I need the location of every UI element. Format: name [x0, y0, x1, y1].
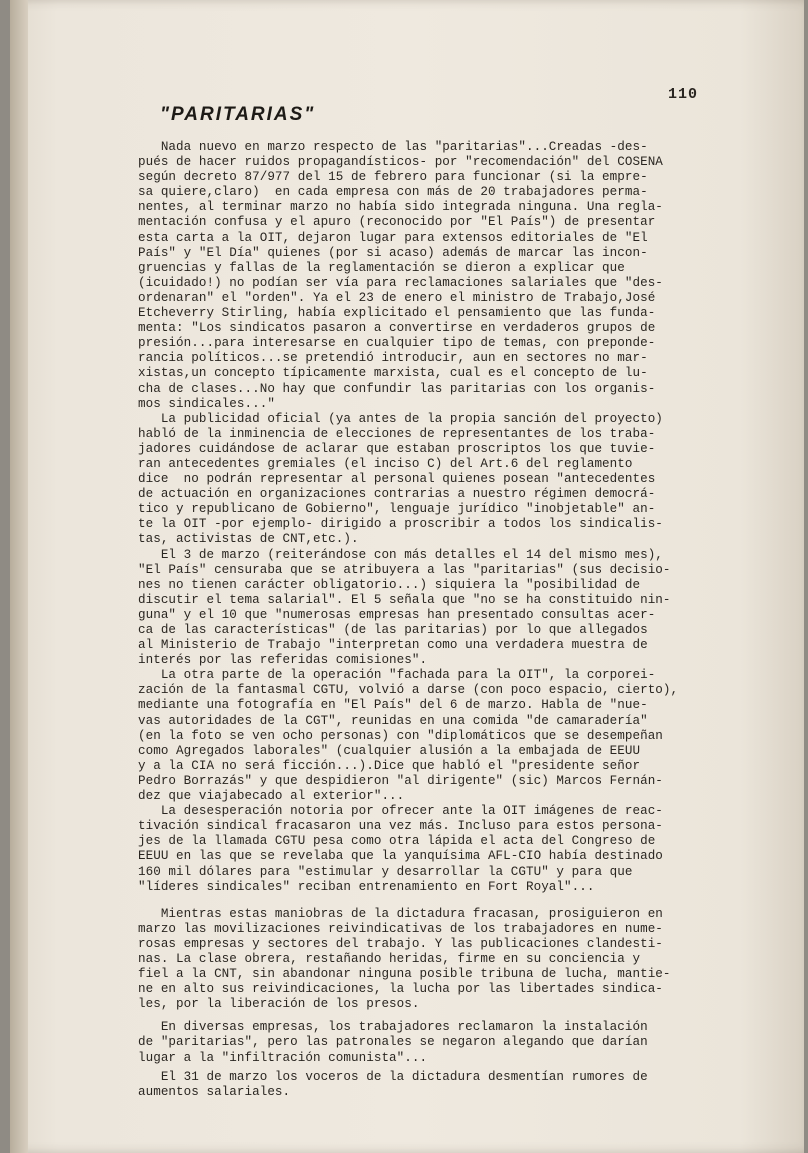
paragraph-gap — [138, 1012, 778, 1020]
page-title: "PARITARIAS" — [160, 104, 316, 125]
text-line: dez que viajabecado al exterior"... — [138, 789, 405, 804]
text-line: interés por las referidas comisiones". — [138, 653, 428, 668]
text-line: rosas empresas y sectores del trabajo. Y las publicaciones clandesti- — [138, 936, 663, 951]
text-line: La otra parte de la operación "fachada para la OIT", la corporei- — [138, 668, 656, 683]
text-line: "líderes sindicales" reciban entrenamiento en Fort Royal"... — [138, 879, 595, 894]
text-line: y a la CIA no será ficción...).Dice que habló el "presidente señor — [138, 758, 641, 773]
text-line: La desesperación notoria por ofrecer ante la OIT imágenes de reac- — [138, 804, 663, 819]
text-line: Mientras estas maniobras de la dictadura fracasan, prosiguieron en — [138, 906, 663, 921]
text-line: discutir el tema salarial". El 5 señala que "no se ha constituido nin- — [138, 592, 671, 607]
text-line: como Agregados laborales" (cualquier alusión a la embajada de EEUU — [138, 743, 641, 758]
page-spine-shadow — [10, 0, 28, 1153]
text-line: fiel a la CNT, sin abandonar ninguna posible tribuna de lucha, mantie- — [138, 967, 671, 982]
text-line: mediante una fotografía en "El País" del 6 de marzo. Habla de "nue- — [138, 698, 648, 713]
text-line: guna" y el 10 que "numerosas empresas han presentado consultas acer- — [138, 607, 656, 622]
text-line: jadores cuidándose de aclarar que estaban proscriptos los que tuvie- — [138, 441, 656, 456]
text-line: les, por la liberación de los presos. — [138, 997, 420, 1012]
text-line: de "paritarias", pero las patronales se negaron alegando que darían — [138, 1035, 648, 1050]
text-line: En diversas empresas, los trabajadores reclamaron la instalación — [138, 1020, 648, 1035]
paragraph — [138, 907, 778, 1013]
text-line: nas. La clase obrera, restañando heridas, firme en su conciencia y — [138, 951, 641, 966]
text-line: (icuidado!) no podían ser vía para reclamaciones salariales que "des- — [138, 275, 663, 290]
text-line: (en la foto se ven ocho personas) con "diplomáticos que se desempeñan — [138, 728, 663, 743]
page-number: 110 — [668, 86, 699, 103]
text-line: La publicidad oficial (ya antes de la propia sanción del proyecto) — [138, 411, 663, 426]
text-line: según decreto 87/977 del 15 de febrero para funcionar (si la empre- — [138, 170, 648, 185]
text-line: ran antecedentes gremiales (el inciso C) del Art.6 del reglamento — [138, 456, 633, 471]
text-line: lugar a la "infiltración comunista"... — [138, 1050, 428, 1065]
text-line: habló de la inminencia de elecciones de representantes de los traba- — [138, 426, 656, 441]
paragraph — [138, 1020, 778, 1065]
document-page — [10, 0, 804, 1153]
body-text — [138, 140, 778, 1100]
text-line: mentación confusa y el apuro (reconocido por "El País") de presentar — [138, 215, 656, 230]
text-line: 160 mil dólares para "estimular y desarrollar la CGTU" y para que — [138, 864, 633, 879]
paragraph — [138, 804, 778, 895]
text-line: País" y "El Día" quienes (por si acaso) además de marcar las incon- — [138, 245, 648, 260]
paragraph — [138, 1070, 778, 1100]
text-line: nes no tienen carácter obligatorio...) siquiera la "posibilidad de — [138, 577, 641, 592]
text-line: cha de clases...No hay que confundir las paritarias con los organis- — [138, 381, 656, 396]
text-line: te la OIT -por ejemplo- dirigido a proscribir a todos los sindicalis- — [138, 517, 663, 532]
text-line: de actuación en organizaciones contrarias a nuestro régimen democrá- — [138, 487, 656, 502]
text-line: nentes, al terminar marzo no había sido integrada ninguna. Una regla- — [138, 200, 663, 215]
text-line: ordenaran" el "orden". Ya el 23 de enero el ministro de Trabajo,José — [138, 290, 656, 305]
text-line: Pedro Borrazás" y que despidieron "al dirigente" (sic) Marcos Fernán- — [138, 773, 663, 788]
paragraph-gap — [138, 895, 778, 907]
text-line: gruencias y fallas de la reglamentación se dieron a explicar que — [138, 260, 625, 275]
text-line: vas autoridades de la CGT", reunidas en una comida "de camaradería" — [138, 713, 648, 728]
text-line: tivación sindical fracasaron una vez más. Incluso para estos persona- — [138, 819, 663, 834]
text-line: El 31 de marzo los voceros de la dictadura desmentían rumores de — [138, 1069, 648, 1084]
text-line: ne en alto sus reivindicaciones, la lucha por las libertades sindica- — [138, 982, 663, 997]
text-line: rancia políticos...se pretendió introducir, aun en sectores no mar- — [138, 351, 648, 366]
text-line: al Ministerio de Trabajo "interpretan como una verdadera muestra de — [138, 638, 648, 653]
text-line: presión...para interesarse en cualquier tipo de temas, con preponde- — [138, 336, 656, 351]
text-line: menta: "Los sindicatos pasaron a convertirse en verdaderos grupos de — [138, 321, 656, 336]
text-line: Nada nuevo en marzo respecto de las "paritarias"...Creadas -des- — [138, 140, 648, 154]
text-line: pués de hacer ruidos propagandísticos- por "recomendación" del COSENA — [138, 155, 663, 170]
text-line: "El País" censuraba que se atribuyera a las "paritarias" (sus decisio- — [138, 562, 671, 577]
text-line: tas, activistas de CNT,etc.). — [138, 532, 359, 547]
text-line: ca de las características" (de las paritarias) por lo que allegados — [138, 623, 648, 637]
text-line: El 3 de marzo (reiterándose con más detalles el 14 del mismo mes), — [138, 547, 663, 562]
paragraph — [138, 548, 778, 669]
text-line: esta carta a la OIT, dejaron lugar para extensos editoriales de "El — [138, 230, 648, 245]
text-line: mos sindicales..." — [138, 396, 275, 411]
text-line: marzo las movilizaciones reivindicativas de los trabajadores en nume- — [138, 921, 663, 936]
text-line: xistas,un concepto típicamente marxista, cual es el concepto de lu- — [138, 366, 648, 381]
text-line: dice no podrán representar al personal quienes posean "antecedentes — [138, 472, 656, 487]
text-line: aumentos salariales. — [138, 1084, 291, 1099]
text-line: EEUU en las que se revelaba que la yanquísima AFL-CIO había destinado — [138, 849, 663, 864]
text-line: sa quiere,claro) en cada empresa con más de 20 trabajadores perma- — [138, 185, 648, 200]
paragraph — [138, 412, 778, 548]
text-line: jes de la llamada CGTU pesa como otra lápida el acta del Congreso de — [138, 834, 656, 849]
paragraph — [138, 668, 778, 804]
text-line: Etcheverry Stirling, había explicitado el pensamiento que las funda- — [138, 306, 656, 321]
text-line: tico y republicano de Gobierno", lenguaje jurídico "inobjetable" an- — [138, 502, 656, 517]
text-line: zación de la fantasmal CGTU, volvió a darse (con poco espacio, cierto), — [138, 683, 679, 698]
paragraph — [138, 140, 778, 412]
